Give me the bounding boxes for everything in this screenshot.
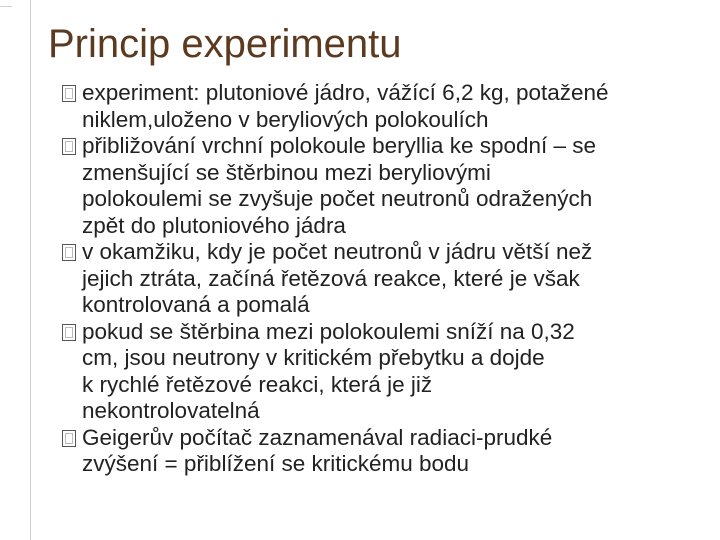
bullet-line: niklem,uloženo v beryliových polokoulích [82,106,489,132]
missing-glyph-box-icon [62,324,76,341]
missing-glyph-box-icon [62,430,76,447]
bullet-list [62,80,716,478]
bullet-line: experiment: plutoniové jádro, vážící 6,2 kg, potažené [82,80,609,105]
bullet-line: cm, jsou neutrony v kritickém přebytku a dojde [82,345,545,370]
missing-glyph-box-icon [62,85,76,102]
bullet-line: Geigerův počítač zaznamenával radiaci-prudké [82,424,553,450]
bullet-line: zpět do plutoniového jádra [82,212,346,238]
bullet-item [62,425,716,478]
left-margin-rule [30,0,31,540]
bullet-line: kontrolovaná a pomalá [82,292,310,317]
bullet-item [62,80,716,133]
bullet-line: nekontrolovatelná [82,398,260,423]
corner-rule [0,6,12,7]
missing-glyph-box-icon [62,138,76,155]
missing-glyph-box-icon [62,244,76,261]
bullet-line: zvýšení = přiblížení se kritickému bodu [82,451,470,476]
bullet-line: k rychlé řetězové reakci, která je již [82,371,433,397]
bullet-line: pokud se štěrbina mezi polokoulemi sníží na 0,32 [82,318,575,344]
bullet-item [62,133,716,239]
bullet-line: jejich ztráta, začíná řetězová reakce, které je však [82,265,580,291]
bullet-line: v okamžiku, kdy je počet neutronů v jádru větší než [82,239,593,264]
bullet-item [62,239,716,319]
bullet-item [62,319,716,425]
slide-title: Princip experimentu [48,22,402,66]
bullet-line: zmenšující se štěrbinou mezi beryliovými [82,159,491,185]
bullet-line: přibližování vrchní polokoule beryllia ke spodní – se [82,133,597,158]
bullet-line: polokoulemi se zvyšuje počet neutronů odražených [82,186,593,211]
